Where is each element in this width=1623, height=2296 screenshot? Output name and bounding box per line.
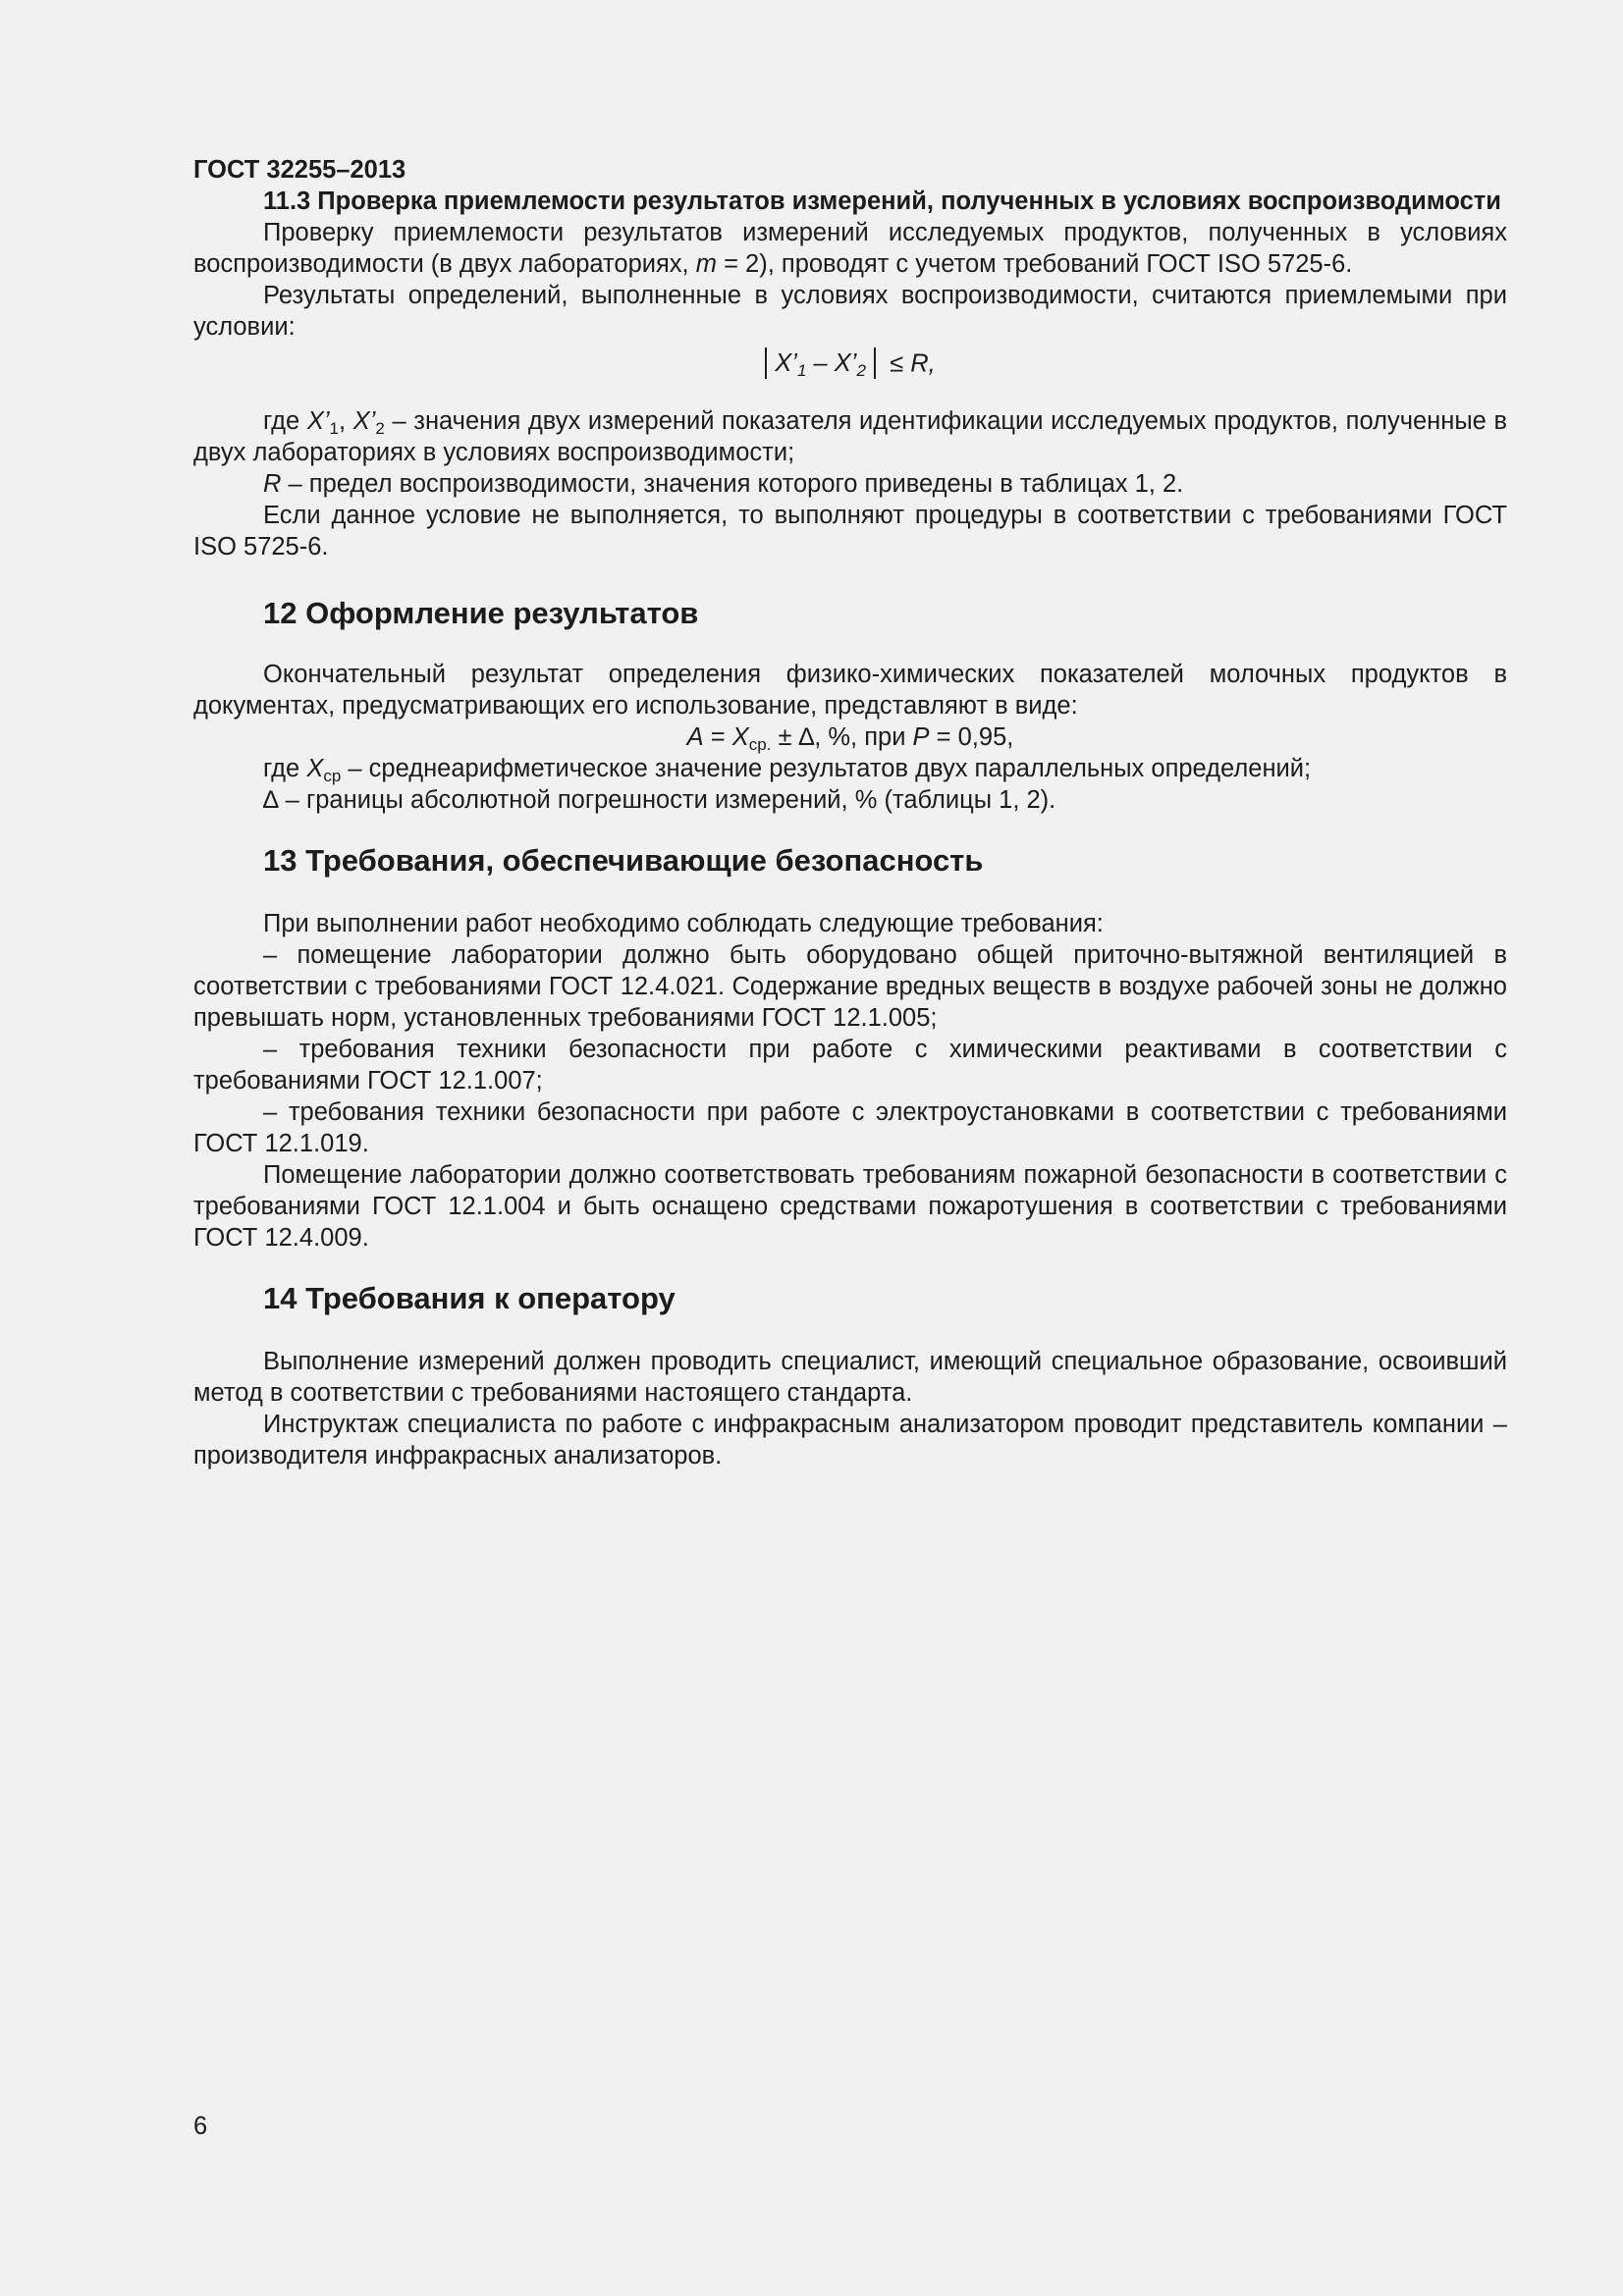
text-span: ± ∆, %, при — [771, 723, 913, 751]
text-span: = — [703, 723, 732, 751]
paragraph — [193, 217, 1507, 280]
list-item: – помещение лаборатории должно быть оборудовано общей приточно-вытяжной вентиляцией в соответствии с требованиями ГОСТ 12.4.021. Содержание вредных веществ в воздухе рабочей зоны не должно превышать норм, установленных требованиями ГОСТ 12.1.005; — [193, 941, 1507, 1032]
variable-p: P — [912, 723, 930, 751]
paragraph — [193, 753, 1507, 784]
subscript: ср. — [748, 735, 772, 754]
variable-r: R — [263, 470, 282, 498]
paragraph: Окончательный результат определения физико-химических показателей молочных продуктов в документах, предусматривающих его использование, представляют в виде: — [193, 661, 1507, 720]
subscript: ср — [323, 767, 342, 785]
variable-x1: X’ — [306, 407, 330, 435]
text-span: , — [339, 407, 353, 435]
section-13-heading: 13 Требования, обеспечивающие безопасность — [263, 843, 984, 878]
paragraph: ∆ – границы абсолютной погрешности измерений, % (таблицы 1, 2). — [263, 786, 1056, 814]
text-span: где — [263, 407, 307, 435]
list-item: – требования техники безопасности при работе с электроустановками в соответствии с требованиями ГОСТ 12.1.019. — [193, 1098, 1507, 1157]
text-span: – значения двух измерений показателя идентификации исследуемых продуктов, полученные в двух лабораториях в условиях воспроизводимости; — [193, 407, 1507, 466]
paragraph: Помещение лаборатории должно соответствовать требованиям пожарной безопасности в соответствии с требованиями ГОСТ 12.1.004 и быть оснащено средствами пожаротушения в соответствии с требованиями ГОСТ 12.4.009. — [193, 1161, 1507, 1252]
page-content — [193, 154, 1507, 1471]
variable-x2: X’ — [834, 349, 857, 378]
subscript: 2 — [856, 361, 866, 381]
paragraph — [193, 468, 1507, 500]
subscript: 2 — [375, 419, 385, 438]
section-12-heading: 12 Оформление результатов — [263, 596, 699, 630]
absolute-value-expression — [765, 347, 876, 379]
text-span: = 0,95, — [929, 723, 1014, 751]
variable-x1: X’ — [775, 349, 797, 378]
variable-x: X — [306, 755, 324, 782]
paragraph: Если данное условие не выполняется, то выполняют процедуры в соответствии с требованиями ГОСТ ISO 5725-6. — [193, 502, 1507, 561]
variable-a: A — [686, 723, 704, 751]
text-span: Проверку приемлемости результатов измерений исследуемых продуктов, полученных в условиях воспроизводимости (в двух лабораториях, — [193, 219, 1507, 278]
result-formula — [193, 721, 1507, 753]
reproducibility-formula — [193, 343, 1507, 382]
paragraph: При выполнении работ необходимо соблюдать следующие требования: — [263, 910, 1104, 937]
paragraph — [193, 405, 1507, 468]
text-span: – среднеарифметическое значение результатов двух параллельных определений; — [341, 755, 1312, 782]
text-span: = 2), проводят с учетом требований ГОСТ ISO 5725-6. — [716, 250, 1353, 278]
subsection-11-3-title: 11.3 Проверка приемлемости результатов измерений, полученных в условиях воспроизводимости — [263, 187, 1501, 215]
section-14-heading: 14 Требования к оператору — [263, 1281, 676, 1315]
document-id: ГОСТ 32255–2013 — [193, 156, 406, 184]
minus-sign: – — [806, 349, 835, 378]
variable-m: m — [695, 250, 717, 278]
text-span: – предел воспроизводимости, значения которого приведены в таблицах 1, 2. — [281, 470, 1184, 498]
page-number: 6 — [193, 2112, 208, 2140]
formula-rhs: ≤ R, — [890, 349, 936, 378]
paragraph: Результаты определений, выполненные в условиях воспроизводимости, считаются приемлемыми при условии: — [193, 282, 1507, 341]
text-span: где — [263, 755, 307, 782]
paragraph: Инструктаж специалиста по работе с инфракрасным анализатором проводит представитель компании – производителя инфракрасных анализаторов. — [193, 1411, 1507, 1469]
variable-x2: X’ — [352, 407, 376, 435]
subscript: 1 — [329, 419, 339, 438]
subscript: 1 — [796, 361, 807, 381]
paragraph: Выполнение измерений должен проводить специалист, имеющий специальное образование, освоивший метод в соответствии с требованиями настоящего стандарта. — [193, 1348, 1507, 1407]
variable-x: X — [731, 723, 749, 751]
list-item: – требования техники безопасности при работе с химическими реактивами в соответствии с требованиями ГОСТ 12.1.007; — [193, 1036, 1507, 1095]
